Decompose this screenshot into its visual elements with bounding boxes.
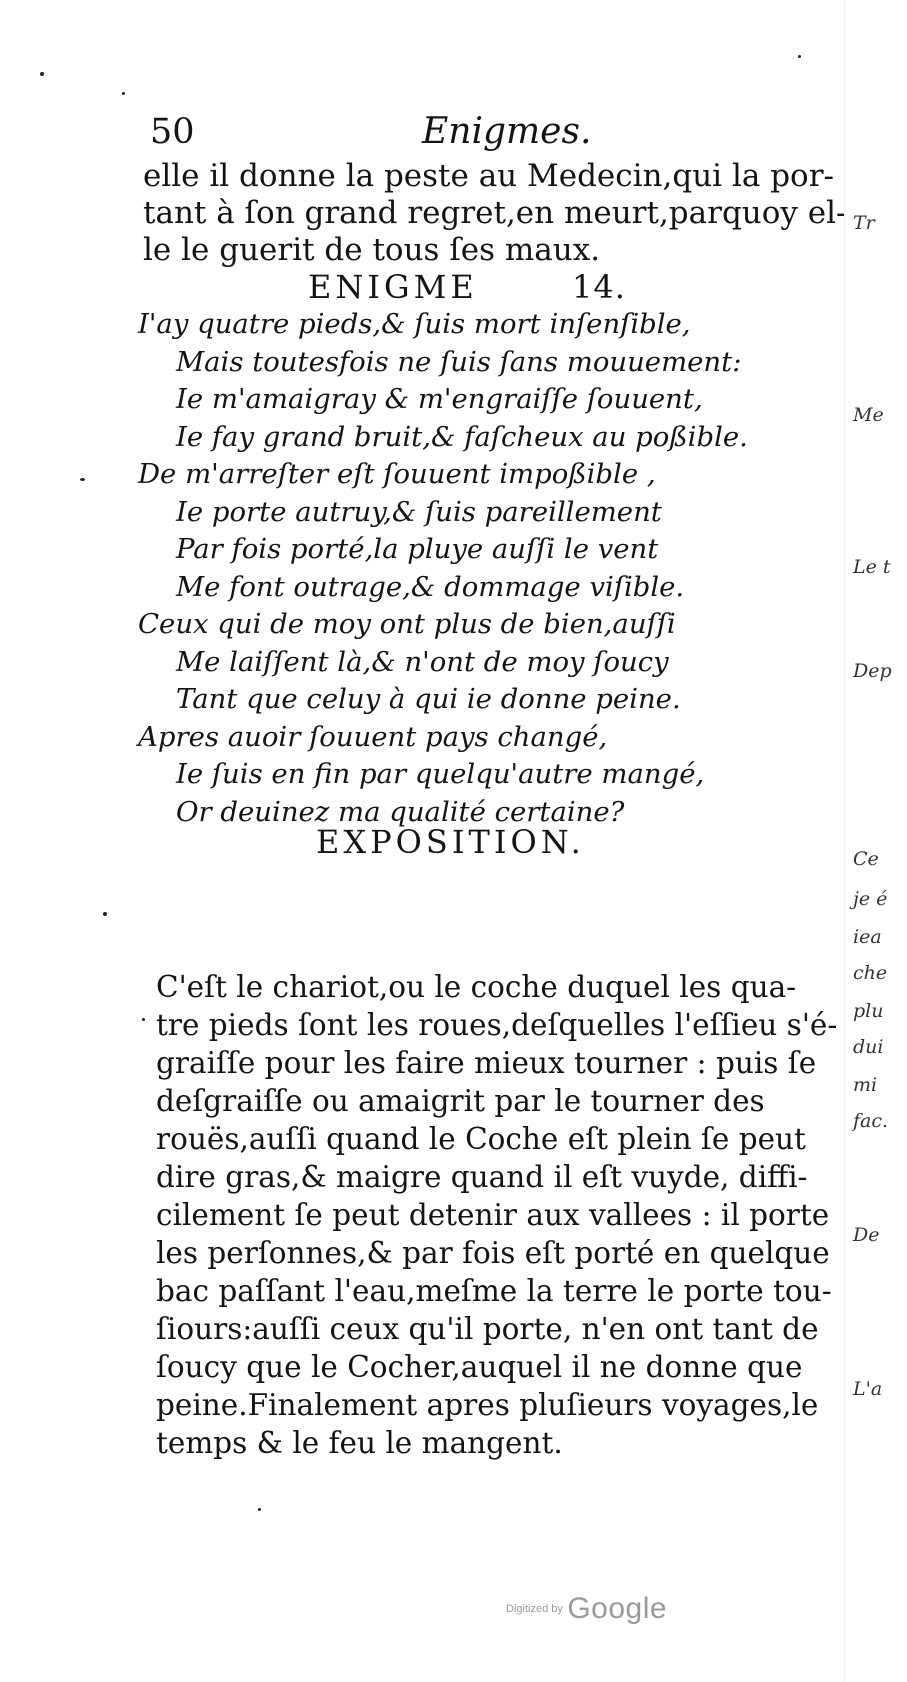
text-line: rouës,auſſi quand le Coche eſt plein ſe peut: [156, 1122, 806, 1156]
exposition-paragraph: [156, 968, 838, 1462]
watermark-prefix: Digitized by: [506, 1603, 563, 1615]
margin-fragment: plu: [853, 1000, 884, 1022]
margin-fragment: che: [853, 962, 888, 984]
text-line: graiſſe pour les faire mieux tourner : puis ſe: [156, 1046, 817, 1080]
enigma-heading: [308, 268, 626, 306]
verse-line: Par fois porté,la pluye auſſi le vent: [176, 533, 659, 565]
margin-fragment: iea: [853, 926, 882, 948]
ink-speck: [258, 1508, 261, 1511]
verse-line: Ie fay grand bruit,& faſcheux au poßible.: [176, 420, 748, 453]
running-title: Enigmes.: [422, 111, 592, 152]
margin-fragment: dui: [853, 1036, 884, 1058]
verse-line: Apres auoir ſouuent pays changé,: [138, 720, 608, 753]
margin-fragment: Ce: [853, 848, 879, 870]
text-line: le le guerit de tous ſes maux.: [143, 232, 601, 268]
verse-line: De m'arreſter eſt ſouuent impoßible ,: [138, 458, 656, 490]
margin-fragment: mi: [853, 1074, 878, 1096]
verse-line: Me laiſſent là,& n'ont de moy ſoucy: [176, 645, 669, 678]
ink-speck: [40, 72, 44, 76]
text-line: tant à ſon grand regret,en meurt,parquoy el-: [143, 195, 847, 231]
page-header: [150, 112, 750, 162]
verse-line: Or deuinez ma qualité certaine?: [176, 795, 625, 828]
text-line: temps & le feu le mangent.: [156, 1426, 563, 1460]
margin-fragment: Le t: [853, 556, 891, 578]
next-page-margin: [844, 0, 907, 1682]
ink-speck: [103, 912, 107, 916]
text-line: cilement ſe peut detenir aux vallees : il porte: [156, 1198, 830, 1232]
margin-fragment: je é: [853, 888, 888, 910]
verse-line: Ceux qui de moy ont plus de bien,auſſi: [138, 608, 676, 640]
verse-line: I'ay quatre pieds,& ſuis mort inſenſible,: [138, 308, 691, 340]
margin-fragment: Me: [853, 404, 884, 426]
text-line: ſiours:auſſi ceux qu'il porte, n'en ont tant de: [156, 1312, 819, 1346]
ink-speck: [142, 1018, 145, 1021]
text-line: les perſonnes,& par fois eſt porté en quelque: [156, 1236, 830, 1270]
margin-fragment: L'a: [853, 1378, 883, 1400]
text-line: deſgraiſſe ou amaigrit par le tourner des: [156, 1084, 765, 1118]
text-line: bac paſſant l'eau,meſme la terre le porte tou-: [156, 1274, 832, 1308]
text-line: C'eſt le chariot,ou le coche duquel les qua-: [156, 970, 797, 1004]
verse-line: Ie porte autruy,& ſuis pareillement: [176, 495, 662, 528]
enigma-verse: [138, 306, 788, 831]
text-line: dire gras,& maigre quand il eſt vuyde, diffi-: [156, 1160, 808, 1194]
google-logo: Google: [567, 1592, 668, 1625]
verse-line: Me font outrage,& dommage viſible.: [176, 570, 685, 603]
margin-fragment: De: [853, 1224, 880, 1246]
verse-line: Ie ſuis en fin par quelqu'autre mangé,: [176, 758, 705, 790]
ink-speck: [80, 478, 85, 481]
text-line: tre pieds ſont les roues,deſquelles l'eſſieu s'é-: [156, 1008, 838, 1042]
exposition-heading: EXPOSITION.: [316, 823, 585, 861]
text-line: ſoucy que le Cocher,auquel il ne donne que: [156, 1350, 803, 1384]
enigma-heading-label: ENIGME: [308, 268, 478, 306]
margin-fragment: Tr: [853, 212, 875, 234]
page-number: 50: [150, 112, 195, 152]
verse-line: Tant que celuy à qui ie donne peine.: [176, 683, 681, 715]
enigma-number: 14.: [572, 268, 626, 306]
ink-speck: [798, 55, 801, 58]
text-line: elle il donne la peste au Medecin,qui la por-: [143, 158, 835, 194]
verse-line: Mais toutesfois ne ſuis ſans mouuement:: [176, 345, 742, 378]
verse-line: Ie m'amaigray & m'engraiſſe ſouuent,: [176, 383, 703, 415]
text-line: peine.Finalement apres pluſieurs voyages,le: [156, 1388, 819, 1422]
digitized-by-watermark: [506, 1592, 667, 1626]
carryover-paragraph: [143, 158, 847, 269]
ink-speck: [122, 92, 125, 95]
margin-fragment: Dep: [853, 660, 892, 682]
margin-fragment: fac.: [853, 1110, 889, 1132]
